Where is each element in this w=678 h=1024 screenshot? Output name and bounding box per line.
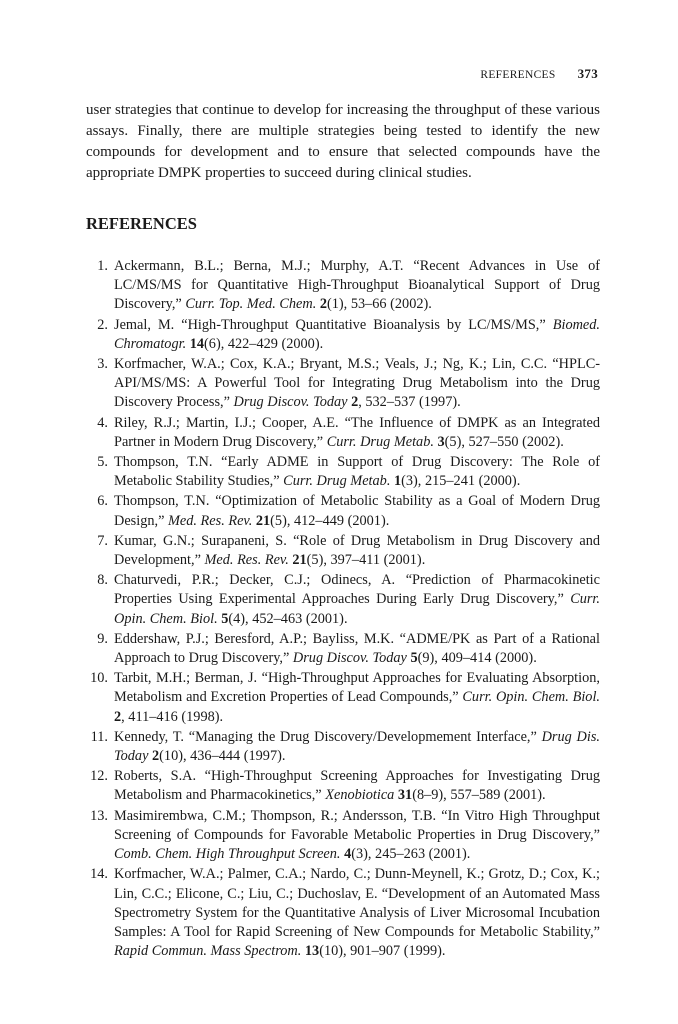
reference-number: 13.	[90, 807, 108, 824]
reference-volume: 31	[397, 787, 413, 804]
reference-journal: Med. Res. Rev.	[168, 512, 253, 529]
reference-journal: Med. Res. Rev.	[204, 552, 289, 569]
reference-authors-title: Korfmacher, W.A.; Cox, K.A.; Bryant, M.S.; Veals, J.; Ng, K.; Lin, C.C. “HPLC-API/MS/MS: A Powerful Tool for Integrating Drug Metabolism into the Drug Discovery Process,”	[114, 356, 600, 411]
reference-volume: 2	[351, 394, 359, 411]
reference-journal: Rapid Commun. Mass Spectrom.	[114, 943, 302, 960]
reference-journal: Curr. Opin. Chem. Biol.	[114, 591, 600, 627]
reference-journal: Curr. Top. Med. Chem.	[185, 296, 317, 313]
reference-journal: Comb. Chem. High Throughput Screen.	[114, 846, 341, 863]
reference-authors-title: Riley, R.J.; Martin, I.J.; Cooper, A.E. “The Influence of DMPK as an Integrated Partner in Modern Drug Discovery,”	[114, 414, 600, 450]
reference-details: (5), 527–550 (2002).	[444, 433, 564, 450]
reference-number: 4.	[97, 414, 108, 431]
reference-authors-title: Thompson, T.N. “Early ADME in Support of Drug Discovery: The Role of Metabolic Stability Studies,”	[114, 454, 600, 490]
reference-volume: 21	[292, 552, 307, 569]
reference-volume: 4	[344, 846, 352, 863]
reference-journal: Drug Dis. Today	[114, 728, 600, 765]
reference-number: 7.	[97, 532, 108, 549]
reference-details: (10), 901–907 (1999).	[319, 943, 446, 960]
reference-volume: 2	[114, 708, 122, 725]
reference-item	[86, 257, 600, 315]
reference-authors-title: Korfmacher, W.A.; Palmer, C.A.; Nardo, C.; Dunn-Meynell, K.; Grotz, D.; Cox, K.; Lin, C.C.; Elicone, C.; Liu, C.; Duchoslav, E. “Development of an Automated Mass Spectrometry System for the Quantitative Analysis of Liver Microsomal Incubation Samples: A Tool for Rapid Screening of New Compounds for Metabolic Stability,”	[114, 866, 600, 940]
reference-number: 14.	[90, 866, 108, 883]
reference-item	[86, 807, 600, 865]
reference-volume: 1	[393, 473, 402, 490]
reference-authors-title: Ackermann, B.L.; Berna, M.J.; Murphy, A.T. “Recent Advances in Use of LC/MS/MS for Quantitative High-Throughput Bioanalytical Support of Drug Discovery,”	[114, 258, 600, 313]
reference-number: 11.	[90, 728, 108, 745]
reference-item	[86, 414, 600, 452]
reference-item	[86, 492, 600, 530]
reference-details: (6), 422–429 (2000).	[204, 335, 324, 352]
intro-paragraph: user strategies that continue to develop for increasing the throughput of these various assays. Finally, there are multiple strategies being tested to identify the new compounds for development and to ensure that selected compounds have the appropriate DMPK properties to succeed during clinical studies.	[86, 102, 600, 181]
reference-volume: 5	[221, 610, 229, 627]
reference-authors-title: Kennedy, T. “Managing the Drug Discovery/Developmement Interface,”	[114, 728, 542, 745]
page-number: 373	[577, 66, 598, 81]
reference-number: 5.	[97, 454, 108, 471]
section-title: REFERENCES	[86, 214, 197, 233]
reference-journal: Curr. Drug Metab.	[283, 473, 391, 490]
reference-number: 2.	[97, 316, 108, 333]
reference-journal: Curr. Opin. Chem. Biol.	[462, 689, 600, 706]
reference-item	[86, 571, 600, 629]
reference-authors-title: Eddershaw, P.J.; Beresford, A.P.; Bayliss, M.K. “ADME/PK as Part of a Rational Approach to Drug Discovery,”	[114, 630, 600, 667]
reference-number: 12.	[90, 768, 108, 785]
reference-item	[86, 669, 600, 727]
reference-details: (8–9), 557–589 (2001).	[412, 787, 546, 804]
reference-volume: 3	[437, 433, 445, 450]
reference-authors-title: Roberts, S.A. “High-Throughput Screening Approaches for Investigating Drug Metabolism and Pharmacokinetics,”	[114, 768, 600, 804]
reference-volume: 2	[152, 748, 160, 765]
reference-details: (10), 436–444 (1997).	[159, 748, 286, 765]
reference-item	[86, 728, 600, 766]
reference-journal: Biomed. Chromatogr.	[114, 316, 600, 352]
reference-list	[86, 257, 600, 962]
reference-authors-title: Tarbit, M.H.; Berman, J. “High-Throughput Approaches for Evaluating Absorption, Metabolism and Excretion Properties of Lead Compounds,”	[114, 670, 600, 706]
reference-number: 3.	[97, 356, 108, 373]
reference-volume: 21	[255, 512, 271, 529]
reference-details: (1), 53–66 (2002).	[327, 296, 432, 313]
reference-details: (3), 215–241 (2000).	[401, 473, 521, 490]
reference-details: (3), 245–263 (2001).	[351, 846, 471, 863]
running-header	[480, 66, 598, 82]
reference-authors-title: Chaturvedi, P.R.; Decker, C.J.; Odinecs, A. “Prediction of Pharmacokinetic Properties Using Experimental Approaches During Early Drug Discovery,”	[114, 572, 600, 608]
reference-number: 10.	[90, 670, 108, 687]
reference-number: 8.	[97, 572, 108, 589]
reference-journal: Xenobiotica	[325, 787, 395, 804]
reference-item	[86, 316, 600, 354]
reference-item	[86, 767, 600, 805]
reference-number: 6.	[97, 493, 108, 510]
running-title: REFERENCES	[480, 69, 556, 81]
reference-number: 9.	[97, 630, 108, 647]
reference-journal: Curr. Drug Metab.	[326, 433, 434, 450]
reference-journal: Drug Discov. Today	[292, 650, 407, 667]
reference-volume: 5	[410, 650, 418, 667]
reference-item	[86, 453, 600, 491]
reference-details: (5), 412–449 (2001).	[270, 512, 390, 529]
reference-details: , 411–416 (1998).	[121, 708, 224, 725]
reference-item	[86, 355, 600, 413]
reference-details: (4), 452–463 (2001).	[228, 610, 348, 627]
reference-item	[86, 532, 600, 570]
reference-item	[86, 865, 600, 961]
reference-authors-title: Masimirembwa, C.M.; Thompson, R.; Andersson, T.B. “In Vitro High Throughput Screening of Compounds for Favorable Metabolic Properties in Drug Discovery,”	[114, 807, 600, 843]
reference-details: , 532–537 (1997).	[358, 394, 461, 411]
reference-authors-title: Kumar, G.N.; Surapaneni, S. “Role of Drug Metabolism in Drug Discovery and Development,”	[114, 532, 600, 569]
reference-item	[86, 630, 600, 668]
reference-number: 1.	[97, 258, 108, 274]
reference-volume: 14	[189, 335, 205, 352]
reference-volume: 2	[319, 296, 328, 313]
reference-authors-title: Jemal, M. “High-Throughput Quantitative Bioanalysis by LC/MS/MS,”	[114, 316, 553, 333]
reference-details: (5), 397–411 (2001).	[306, 552, 426, 569]
reference-journal: Drug Discov. Today	[233, 394, 348, 411]
reference-details: (9), 409–414 (2000).	[417, 650, 537, 667]
reference-volume: 13	[304, 943, 320, 960]
reference-authors-title: Thompson, T.N. “Optimization of Metabolic Stability as a Goal of Modern Drug Design,”	[114, 493, 600, 529]
